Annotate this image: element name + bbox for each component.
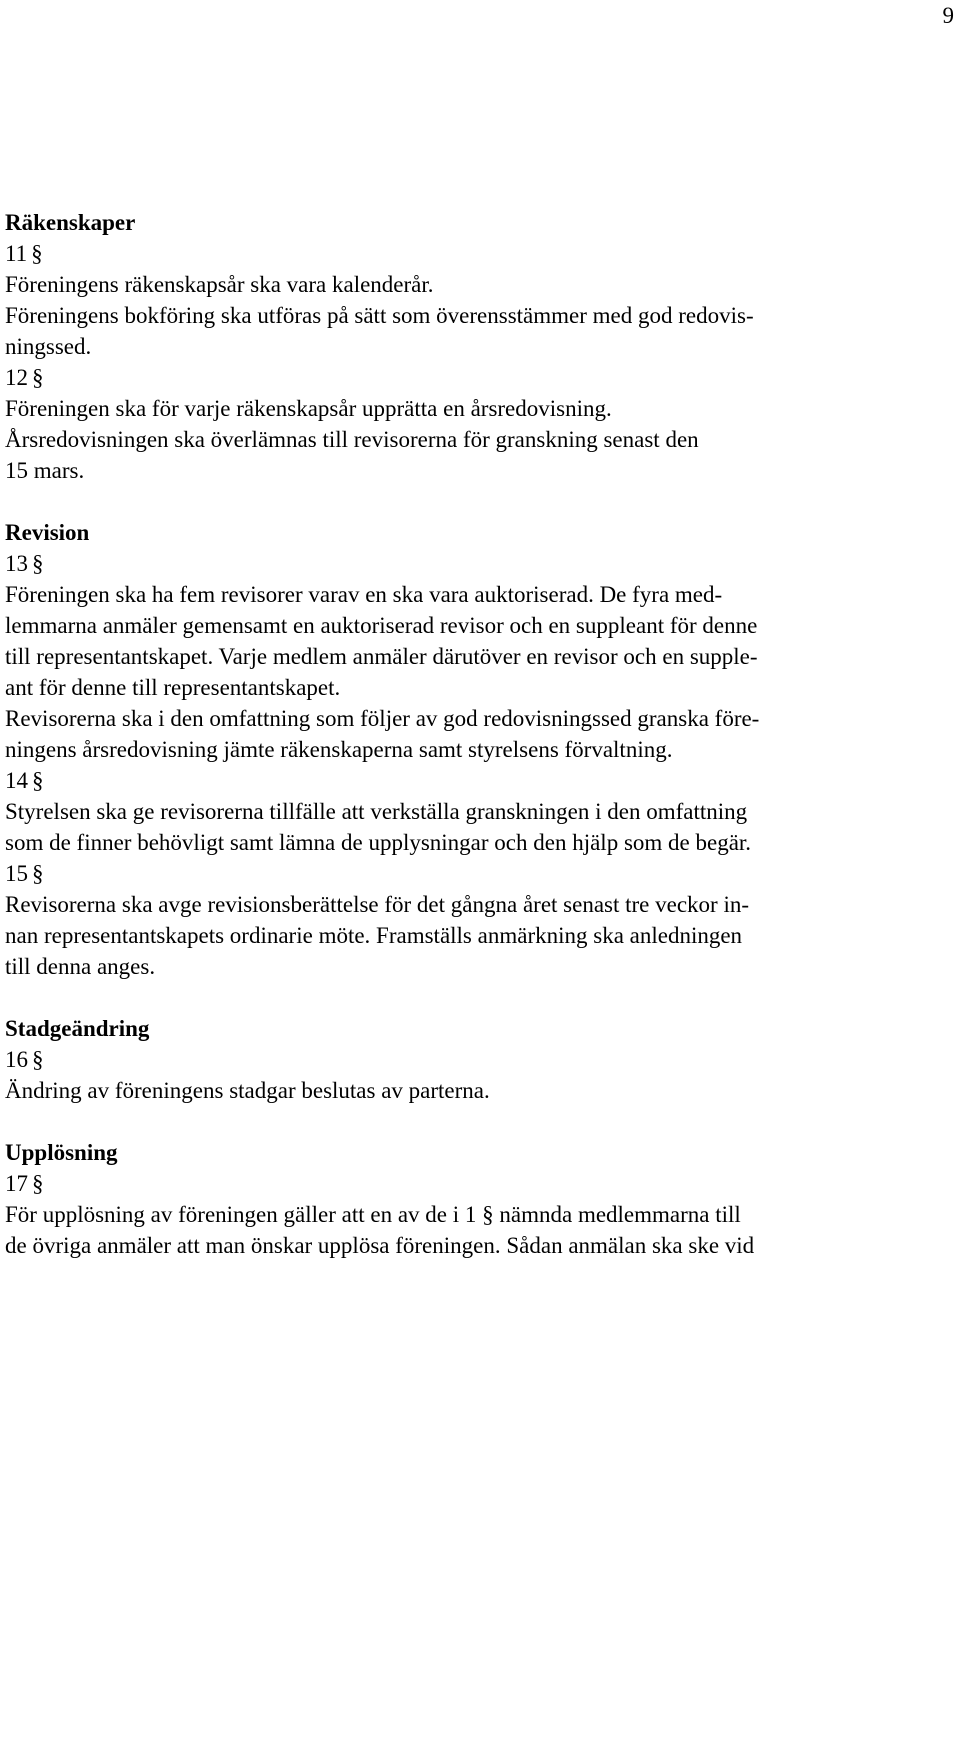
paragraph-number: 11 § [5, 241, 43, 266]
section-sign-icon: § [32, 551, 44, 576]
paragraph-number: 17 § [5, 1171, 44, 1196]
section-heading: Räkenskaper [5, 210, 136, 235]
text-line: 15 mars. [5, 458, 85, 483]
section-heading: Revision [5, 520, 90, 545]
section-rakenskaper [5, 207, 950, 486]
text-line: de övriga anmäler att man önskar upplösa föreningen. Sådan anmälan ska ske vid [5, 1233, 755, 1258]
paragraph-number: 13 § [5, 551, 44, 576]
section-sign-icon: § [32, 1171, 44, 1196]
paragraph-number: 15 § [5, 861, 44, 886]
text-line: lemmarna anmäler gemensamt en auktoriserad revisor och en suppleant för denne [5, 613, 758, 638]
text-line: Föreningen ska för varje räkenskapsår upprätta en årsredovisning. [5, 396, 612, 421]
section-upplosning [5, 1137, 950, 1261]
paragraph-number: 14 § [5, 768, 44, 793]
text-line: ningens årsredovisning jämte räkenskaperna samt styrelsens förvaltning. [5, 737, 673, 762]
text-line: Föreningens bokföring ska utföras på sätt som överensstämmer med god redovis- [5, 303, 754, 328]
text-line: Revisorerna ska i den omfattning som följer av god redovisningssed granska före- [5, 706, 760, 731]
paragraph-number: 16 § [5, 1047, 44, 1072]
page-number: 9 [942, 3, 954, 28]
text-line: Revisorerna ska avge revisionsberättelse för det gångna året senast tre veckor in- [5, 892, 750, 917]
text-line: För upplösning av föreningen gäller att en av de i 1 § nämnda medlemmarna till [5, 1202, 741, 1227]
text-line: Föreningens räkenskapsår ska vara kalenderår. [5, 272, 434, 297]
text-line: till denna anges. [5, 954, 156, 979]
section-sign-icon: § [482, 1202, 494, 1227]
section-heading: Stadgeändring [5, 1016, 150, 1041]
section-sign-icon: § [32, 365, 44, 390]
section-sign-icon: § [32, 1047, 44, 1072]
document-body [5, 207, 950, 1261]
text-line: ant för denne till representantskapet. [5, 675, 341, 700]
text-line: ningssed. [5, 334, 92, 359]
section-sign-icon: § [32, 768, 44, 793]
section-stadgeandring [5, 1013, 950, 1106]
text-line: Föreningen ska ha fem revisorer varav en ska vara auktoriserad. De fyra med- [5, 582, 723, 607]
section-sign-icon: § [31, 241, 43, 266]
text-line: som de finner behövligt samt lämna de upplysningar och den hjälp som de begär. [5, 830, 752, 855]
text-line: Årsredovisningen ska överlämnas till revisorerna för granskning senast den [5, 427, 699, 452]
text-line: Ändring av föreningens stadgar beslutas av parterna. [5, 1078, 490, 1103]
section-revision [5, 517, 950, 982]
text-line: nan representantskapets ordinarie möte. Framställs anmärkning ska anledningen [5, 923, 743, 948]
text-line: till representantskapet. Varje medlem anmäler därutöver en revisor och en supple- [5, 644, 758, 669]
text-line: Styrelsen ska ge revisorerna tillfälle att verkställa granskningen i den omfattning [5, 799, 748, 824]
section-sign-icon: § [32, 861, 44, 886]
section-heading: Upplösning [5, 1140, 118, 1165]
paragraph-number: 12 § [5, 365, 44, 390]
